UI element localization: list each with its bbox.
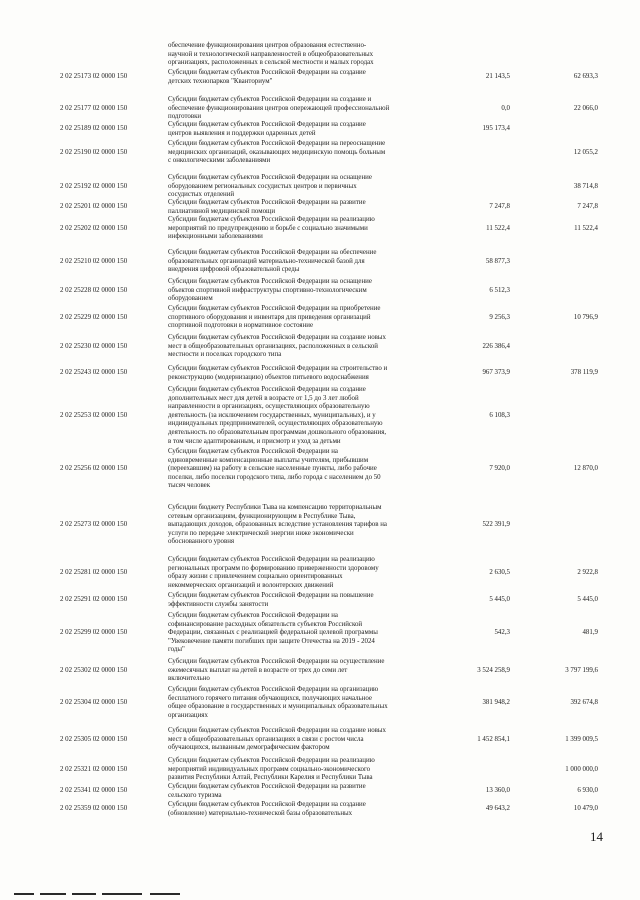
subsidy-description (168, 69, 460, 86)
subsidy-description (168, 140, 460, 166)
budget-code: 2 02 25229 02 0000 150 (60, 314, 128, 321)
amount-year-1: 2 630,5 (489, 569, 510, 576)
description-line: Субсидии бюджетам субъектов Российской Федерации на создание (168, 386, 366, 393)
description-line: оборудованием (168, 295, 213, 303)
description-line: тысяч человек (168, 482, 211, 490)
subsidy-description (168, 334, 460, 360)
budget-code: 2 02 25192 02 0000 150 (60, 183, 128, 190)
amount-year-1: 11 522,4 (486, 225, 510, 232)
amount-year-1: 226 386,4 (482, 343, 510, 350)
amount-year-1: 49 643,2 (485, 805, 510, 812)
description-line: включительно (168, 675, 210, 683)
budget-code: 2 02 25305 02 0000 150 (60, 736, 128, 743)
scan-edge-mark (14, 893, 34, 895)
description-line: медицинских организаций, оказывающих медицинскую помощь больным (168, 148, 386, 156)
description-line: Субсидии бюджетам субъектов Российской Федерации на создание и (168, 96, 372, 103)
subsidy-description (168, 801, 460, 818)
description-line: деятельность (за исключением государственных, муниципальных), и у (168, 411, 376, 419)
description-line: местности и поселках городского типа (168, 351, 282, 359)
description-line: общее образование в государственных и муниципальных образовательных (168, 703, 388, 711)
description-line: сетевым организациям, функционирующим в Республике Тыва, (168, 512, 356, 520)
description-line: Субсидии бюджетам субъектов Российской Федерации на оснащение (168, 278, 372, 285)
description-line: обучающихся, вызванным демографическим фактором (168, 744, 330, 752)
description-line: спортивного оборудования и инвентаря для приведения организаций (168, 313, 371, 321)
amount-year-2: 5 445,0 (577, 596, 598, 603)
budget-code: 2 02 25201 02 0000 150 (60, 203, 128, 210)
subsidy-description (168, 386, 460, 446)
amount-year-2: 38 714,8 (573, 183, 598, 190)
description-line: региональных программ по формированию приверженности здоровому (168, 564, 379, 572)
amount-year-1: 542,3 (494, 629, 510, 636)
amount-year-1: 13 360,0 (485, 787, 510, 794)
amount-year-2: 62 693,3 (573, 73, 598, 80)
description-line: организациях (168, 711, 208, 719)
subsidy-description (168, 365, 460, 382)
amount-year-1: 6 108,3 (489, 412, 510, 419)
description-line: Субсидии бюджету Республики Тыва на компенсацию территориальным (168, 504, 382, 511)
description-line: Субсидии бюджетам субъектов Российской Федерации на (168, 612, 338, 619)
budget-code: 2 02 25273 02 0000 150 (60, 521, 128, 528)
description-line: поселки, либо поселки городского типа, либо города с населением до 50 (168, 473, 381, 481)
description-line: услуги по передаче электрической энергии ниже экономически (168, 529, 354, 537)
description-line: объектов спортивной инфраструктуры спортивно-технологическим (168, 286, 367, 294)
description-line: Субсидии бюджетам субъектов Российской Федерации на строительство и (168, 365, 388, 372)
scan-edge-mark (40, 893, 66, 895)
page-number: 14 (590, 829, 603, 844)
description-line: Субсидии бюджетам субъектов Российской Федерации на организацию (168, 686, 379, 693)
amount-year-1: 7 247,8 (489, 203, 510, 210)
description-line: некоммерческих организаций и волонтерских движений (168, 581, 334, 589)
amount-year-1: 7 920,0 (489, 465, 510, 472)
description-line: в том числе адаптированным, и присмотр и уход за детьми (168, 437, 341, 445)
subsidy-description (168, 249, 460, 275)
subsidy-description (168, 305, 460, 331)
budget-code: 2 02 25299 02 0000 150 (60, 629, 128, 636)
subsidy-description (168, 121, 460, 138)
amount-year-2: 12 870,0 (573, 465, 598, 472)
amount-year-1: 1 452 854,1 (477, 736, 510, 743)
amount-year-2: 392 674,8 (570, 699, 598, 706)
description-line: оборудованием региональных сосудистых центров и первичных (168, 182, 357, 190)
subsidy-description (168, 592, 460, 609)
amount-year-2: 1 399 009,5 (565, 736, 598, 743)
description-line: образу жизни с привлечением социально ориентированных (168, 573, 343, 581)
description-line: мест в общеобразовательных организациях в связи с ростом числа (168, 735, 364, 743)
budget-code: 2 02 25243 02 0000 150 (60, 369, 128, 376)
description-line: ежемесячных выплат на детей в возрасте от трех до семи лет (168, 666, 348, 674)
amount-year-1: 522 391,9 (482, 521, 510, 528)
scan-edge-mark (72, 893, 96, 895)
subsidy-description (168, 757, 460, 783)
description-line: (переехавшим) на работу в сельские населенные пункты, либо рабочие (168, 465, 377, 473)
budget-code: 2 02 25321 02 0000 150 (60, 766, 128, 773)
scan-edge-mark (102, 893, 142, 895)
subsidy-description (168, 42, 460, 68)
description-line: бесплатного горячего питания обучающихся, получающих начальное (168, 694, 372, 702)
description-line: детских технопарков "Кванториум" (168, 77, 273, 85)
description-line: сосудистых отделений (168, 191, 235, 199)
amount-year-2: 10 479,0 (573, 805, 598, 812)
description-line: центров выявления и поддержки одаренных детей (168, 129, 316, 137)
description-line: Субсидии бюджетам субъектов Российской Федерации на развитие (168, 199, 366, 206)
description-line: Субсидии бюджетам субъектов Российской Федерации на создание новых (168, 727, 386, 734)
amount-year-2: 11 522,4 (574, 225, 598, 232)
amount-year-2: 3 797 199,6 (565, 667, 598, 674)
amount-year-1: 58 877,3 (485, 258, 510, 265)
amount-year-1: 0,0 (501, 105, 510, 112)
amount-year-1: 967 373,9 (482, 369, 510, 376)
budget-code: 2 02 25359 02 0000 150 (60, 805, 128, 812)
description-line: Субсидии бюджетам субъектов Российской Федерации на создание (168, 801, 366, 808)
description-line: образовательных организаций материально-технической базой для (168, 257, 365, 265)
description-line: подготовки (168, 113, 202, 121)
description-line: деятельность по образовательным программам дошкольного образования, (168, 428, 387, 436)
description-line: Федерации, связанных с реализацией федеральной целевой программы (168, 629, 378, 637)
budget-code: 2 02 25173 02 0000 150 (60, 73, 128, 80)
description-line: Субсидии бюджетам субъектов Российской Федерации на реализацию (168, 556, 375, 563)
subsidy-description (168, 448, 460, 491)
amount-year-1: 195 173,4 (482, 125, 510, 132)
description-line: развития Республики Алтай, Республики Карелия и Республики Тыва (168, 774, 373, 782)
subsidy-description (168, 504, 460, 547)
amount-year-2: 378 119,9 (570, 369, 598, 376)
amount-year-2: 22 066,0 (573, 105, 598, 112)
description-line: с онкологическими заболеваниями (168, 157, 271, 165)
amount-year-2: 2 922,8 (577, 569, 598, 576)
subsidy-description (168, 556, 460, 590)
description-line: Субсидии бюджетам субъектов Российской Федерации на повышение (168, 592, 374, 599)
description-line: спортивной подготовки в нормативное состояние (168, 322, 314, 330)
budget-code: 2 02 25177 02 0000 150 (60, 105, 128, 112)
amount-year-2: 6 930,0 (577, 787, 598, 794)
budget-code: 2 02 25189 02 0000 150 (60, 125, 128, 132)
description-line: Субсидии бюджетам субъектов Российской Федерации на переоснащение (168, 140, 386, 147)
subsidy-description (168, 199, 460, 216)
budget-code: 2 02 25253 02 0000 150 (60, 412, 128, 419)
description-line: организациях, расположенных в сельской местности и малых городах (168, 59, 374, 67)
subsidy-description (168, 727, 460, 753)
description-line: Субсидии бюджетам субъектов Российской Федерации на приобретение (168, 305, 381, 312)
subsidy-description (168, 216, 460, 242)
description-line: внедрения цифровой образовательной среды (168, 266, 300, 274)
description-line: софинансирование расходных обязательств субъектов Российской (168, 620, 363, 628)
description-line: Субсидии бюджетам субъектов Российской Федерации на создание (168, 69, 366, 76)
description-line: дополнительных мест для детей в возрасте от 1,5 до 3 лет любой (168, 394, 359, 402)
amount-year-1: 6 512,3 (489, 287, 510, 294)
scan-edge-mark (150, 893, 180, 895)
description-line: "Увековечение памяти погибших при защите Отечества на 2019 - 2024 (168, 637, 375, 645)
amount-year-2: 481,9 (582, 629, 598, 636)
budget-code: 2 02 25281 02 0000 150 (60, 569, 128, 576)
budget-code: 2 02 25291 02 0000 150 (60, 596, 128, 603)
budget-code: 2 02 25341 02 0000 150 (60, 787, 128, 794)
subsidy-description (168, 278, 460, 304)
description-line: научной и технологической направленностей в общеобразовательных (168, 50, 374, 58)
description-line: Субсидии бюджетам субъектов Российской Федерации на обеспечение (168, 249, 377, 256)
amount-year-1: 21 143,5 (485, 73, 510, 80)
description-line: Субсидии бюджетам субъектов Российской Федерации на осуществление (168, 658, 385, 665)
budget-code: 2 02 25210 02 0000 150 (60, 258, 128, 265)
budget-code: 2 02 25228 02 0000 150 (60, 287, 128, 294)
description-line: паллиативной медицинской помощи (168, 207, 276, 215)
description-line: направленности в организациях, осуществляющих образовательную (168, 403, 370, 411)
description-line: годы" (168, 646, 185, 654)
budget-code: 2 02 25230 02 0000 150 (60, 343, 128, 350)
amount-year-1: 3 524 258,9 (477, 667, 510, 674)
description-line: мероприятий по предупреждению и борьбе с социально значимыми (168, 224, 368, 232)
amount-year-2: 10 796,9 (573, 314, 598, 321)
amount-year-1: 5 445,0 (489, 596, 510, 603)
description-line: индивидуальных предпринимателей, осуществляющих образовательную (168, 420, 383, 428)
description-line: Субсидии бюджетам субъектов Российской Федерации на реализацию (168, 216, 375, 223)
budget-code: 2 02 25190 02 0000 150 (60, 149, 128, 156)
description-line: единовременные компенсационные выплаты учителям, прибывшим (168, 456, 369, 464)
description-line: Субсидии бюджетам субъектов Российской Федерации на создание (168, 121, 366, 128)
description-line: обоснованного уровня (168, 538, 235, 546)
budget-code: 2 02 25302 02 0000 150 (60, 667, 128, 674)
description-line: Субсидии бюджетам субъектов Российской Федерации на реализацию (168, 757, 375, 764)
amount-year-2: 12 055,2 (573, 149, 598, 156)
description-line: Субсидии бюджетам субъектов Российской Федерации на (168, 448, 338, 455)
amount-year-1: 381 948,2 (482, 699, 510, 706)
subsidy-description (168, 174, 460, 200)
description-line: инфекционными заболеваниями (168, 233, 263, 241)
subsidy-description (168, 612, 460, 655)
description-line: выпадающих доходов, образованных вследствие установления тарифов на (168, 521, 387, 529)
description-line: обеспечение функционирования центров опережающей профессиональной (168, 104, 390, 112)
subsidy-description (168, 686, 460, 720)
subsidy-description (168, 96, 460, 122)
subsidy-description (168, 658, 460, 684)
description-line: Субсидии бюджетам субъектов Российской Федерации на развитие (168, 783, 366, 790)
description-line: мероприятий индивидуальных программ социально-экономического (168, 765, 371, 773)
description-line: (обновление) материально-технической базы образовательных (168, 809, 353, 817)
description-line: Субсидии бюджетам субъектов Российской Федерации на создание новых (168, 334, 386, 341)
description-line: сельского туризма (168, 791, 222, 799)
budget-code: 2 02 25304 02 0000 150 (60, 699, 128, 706)
budget-code: 2 02 25256 02 0000 150 (60, 465, 128, 472)
amount-year-1: 9 256,3 (489, 314, 510, 321)
description-line: реконструкцию (модернизацию) объектов питьевого водоснабжения (168, 373, 369, 381)
subsidy-description (168, 783, 460, 800)
description-line: обеспечение функционирования центров образования естественно- (168, 42, 367, 49)
amount-year-2: 7 247,8 (577, 203, 598, 210)
budget-code: 2 02 25202 02 0000 150 (60, 225, 128, 232)
amount-year-2: 1 000 000,0 (565, 766, 598, 773)
description-line: Субсидии бюджетам субъектов Российской Федерации на оснащение (168, 174, 372, 181)
description-line: мест в общеобразовательных организациях, расположенных в сельской (168, 342, 378, 350)
description-line: эффективности службы занятости (168, 600, 269, 608)
